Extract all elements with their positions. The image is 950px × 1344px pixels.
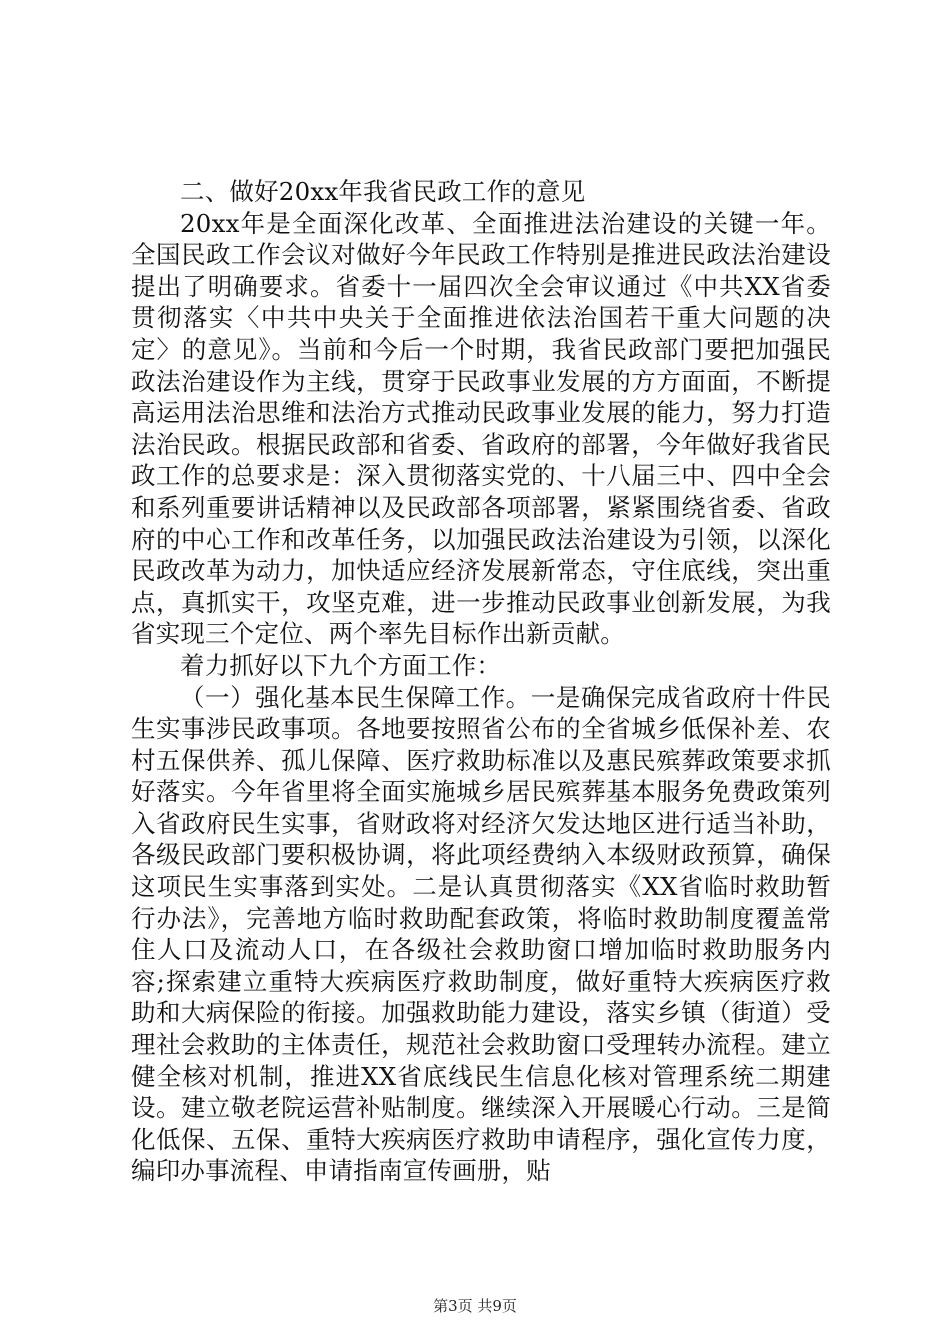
body-paragraph: 着力抓好以下九个方面工作： — [180, 650, 502, 680]
page-number-footer: 第3页 共9页 — [433, 1297, 517, 1315]
document-body — [131, 176, 831, 1187]
body-paragraph: 20xx年是全面深化改革、全面推进法治建设的关键一年。全国民政工作会议对做好今年民政工作特别是推进民政法治建设提出了明确要求。省委十一届四次全会审议通过《中共XX省委贯彻落实〈中共中央关于全面推进依法治国若干重大问题的决定〉的意见》。当前和今后一个时期，我省民政部门要把加强民政法治建设作为主线，贯穿于民政事业发展的方方面面，不断提高运用法治思维和法治方式推动民政事业发展的能力，努力打造法治民政。根据民政部和省委、省政府的部署，今年做好我省民政工作的总要求是：深入贯彻落实党的、十八届三中、四中全会和系列重要讲话精神以及民政部各项部署，紧紧围绕省委、省政府的中心工作和改革任务，以加强民政法治建设为引领，以深化民政改革为动力，加快适应经济发展新常态，守住底线，突出重点，真抓实干，攻坚克难，进一步推动民政事业创新发展，为我省实现三个定位、两个率先目标作出新贡献。 — [131, 208, 831, 649]
body-paragraph: （一）强化基本民生保障工作。一是确保完成省政府十件民生实事涉民政事项。各地要按照省公布的全省城乡低保补差、农村五保供养、孤儿保障、医疗救助标准以及惠民殡葬政策要求抓好落实。今年省里将全面实施城乡居民殡葬基本服务免费政策列入省政府民生实事，省财政将对经济欠发达地区进行适当补助，各级民政部门要积极协调，将此项经费纳入本级财政预算，确保这项民生实事落到实处。二是认真贯彻落实《XX省临时救助暂行办法》，完善地方临时救助配套政策，将临时救助制度覆盖常住人口及流动人口，在各级社会救助窗口增加临时救助服务内容;探索建立重特大疾病医疗救助制度，做好重特大疾病医疗救助和大病保险的衔接。加强救助能力建设，落实乡镇（街道）受理社会救助的主体责任，规范社会救助窗口受理转办流程。建立健全核对机制，推进XX省底线民生信息化核对管理系统二期建设。建立敬老院运营补贴制度。继续深入开展暖心行动。三是简化低保、五保、重特大疾病医疗救助申请程序，强化宣传力度，编印办事流程、申请指南宣传画册，贴 — [131, 682, 831, 1186]
section-heading: 二、做好20xx年我省民政工作的意见 — [180, 177, 586, 206]
